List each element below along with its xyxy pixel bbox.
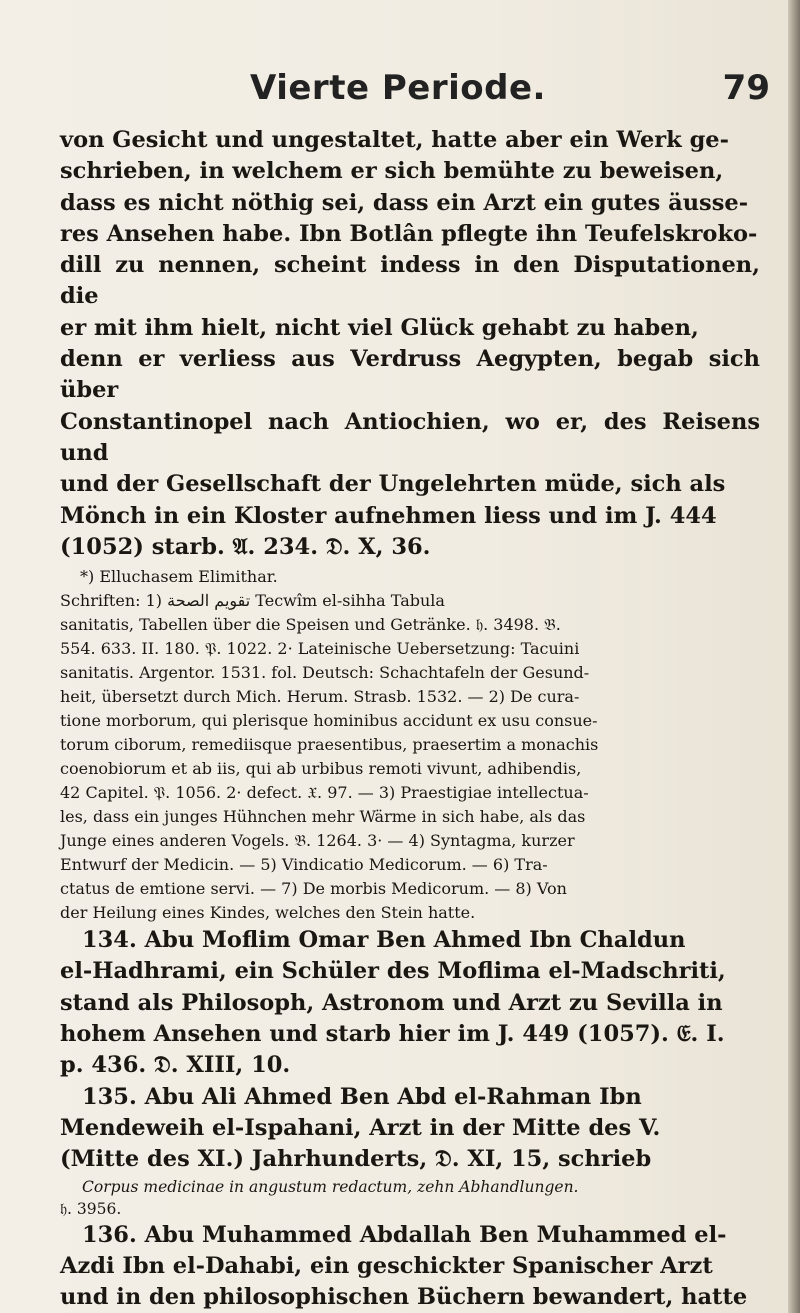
text-line: coenobiorum et ab iis, qui ab urbibus remoti vivunt, adhibendis, [60, 759, 582, 779]
text-line: und der Gesellschaft der Ungelehrten müde, sich als [60, 471, 726, 498]
entry-135-ref-title: Corpus medicinae in angustum redactum, zehn Abhandlungen. [82, 1177, 579, 1196]
text-line: Azdi Ibn el-Dahabi, ein geschickter Spanischer Arzt [60, 1252, 713, 1279]
text-line: p. 436. 𝔇. XIII, 10. [60, 1052, 291, 1079]
footnote-block [60, 589, 760, 925]
text-line: stand als Philosoph, Astronom und Arzt zu Sevilla in [60, 989, 723, 1016]
text-line: sanitatis, Tabellen über die Speisen und Getränke. 𝔥. 3498. 𝔅. [60, 615, 561, 635]
text-line: Entwurf der Medicin. — 5) Vindicatio Medicorum. — 6) Tra- [60, 855, 548, 875]
page-number: 79 [722, 68, 770, 108]
text-line: 554. 633. II. 180. 𝔓. 1022. 2· Lateinische Uebersetzung: Tacuini [60, 639, 580, 659]
text-line: von Gesicht und ungestaltet, hatte aber ein Werk ge- [60, 127, 729, 153]
text-line: Schriften: 1) تقويم الصحة Tecwîm el-sihha Tabula [60, 591, 445, 611]
intro-paragraph [60, 125, 760, 563]
running-header [80, 68, 770, 118]
text-line: ctatus de emtione servi. — 7) De morbis Medicorum. — 8) Von [60, 879, 567, 899]
text-line: denn er verliess aus Verdruss Aegypten, begab sich über [60, 346, 760, 404]
text-line: res Ansehen habe. Ibn Botlân pflegte ihn Teufelskroko- [60, 220, 758, 247]
text-line: dass es nicht nöthig sei, dass ein Arzt ein gutes äusse- [60, 189, 749, 216]
text-line: el-Hadhrami, ein Schüler des Moflima el-Madschriti, [60, 958, 726, 985]
text-line: Constantinopel nach Antiochien, wo er, des Reisens und [60, 408, 760, 466]
text-line: 42 Capitel. 𝔓. 1056. 2· defect. 𝔛. 97. — 3) Praestigiae intellectua- [60, 783, 589, 803]
text-line: sanitatis. Argentor. 1531. fol. Deutsch: Schachtafeln der Gesund- [60, 663, 590, 683]
text-line: Mönch in ein Kloster aufnehmen liess und im J. 444 [60, 502, 717, 529]
text-line: er mit ihm hielt, nicht viel Glück gehabt zu haben, [60, 314, 699, 341]
entry-134 [60, 925, 760, 1081]
text-line: tione morborum, qui plerisque hominibus accidunt ex usu consue- [60, 711, 598, 731]
text-line: (1052) starb. 𝔄. 234. 𝔇. X, 36. [60, 533, 431, 560]
text-line: torum ciborum, remediisque praesentibus, praesertim a monachis [60, 735, 599, 755]
text-line: heit, übersetzt durch Mich. Herum. Strasb. 1532. — 2) De cura- [60, 687, 580, 707]
text-line: Mendeweih el-Ispahani, Arzt in der Mitte des V. [60, 1114, 661, 1141]
text-line: 136. Abu Muhammed Abdallah Ben Muhammed el- [82, 1221, 727, 1248]
text-line: (Mitte des XI.) Jahrhunderts, 𝔇. XI, 15, schrieb [60, 1146, 652, 1173]
text-body [60, 125, 760, 1313]
text-line: dill zu nennen, scheint indess in den Disputationen, die [60, 252, 760, 310]
text-line: der Heilung eines Kindes, welches den Stein hatte. [60, 903, 476, 923]
entry-135-ref-code: 𝔥. 3956. [60, 1199, 122, 1218]
entry-136 [60, 1220, 760, 1313]
text-line: les, dass ein junges Hühnchen mehr Wärme in sich habe, als das [60, 807, 586, 827]
entry-135 [60, 1082, 760, 1176]
entry-135-reference [60, 1176, 760, 1220]
text-line: schrieben, in welchem er sich bemühte zu beweisen, [60, 158, 724, 185]
text-line: und in den philosophischen Büchern bewandert, hatte [60, 1284, 748, 1311]
text-line: hohem Ansehen und starb hier im J. 449 (1057). 𝔈. I. [60, 1021, 725, 1048]
text-line: Junge eines anderen Vogels. 𝔅. 1264. 3· — 4) Syntagma, kurzer [60, 831, 575, 851]
footnote-heading: *) Elluchasem Elimithar. [80, 567, 278, 587]
text-line: 135. Abu Ali Ahmed Ben Abd el-Rahman Ibn [82, 1083, 642, 1110]
running-title: Vierte Periode. [250, 68, 546, 108]
text-line: 134. Abu Moflim Omar Ben Ahmed Ibn Chaldun [82, 927, 686, 954]
page-edge-shadow [788, 0, 800, 1313]
